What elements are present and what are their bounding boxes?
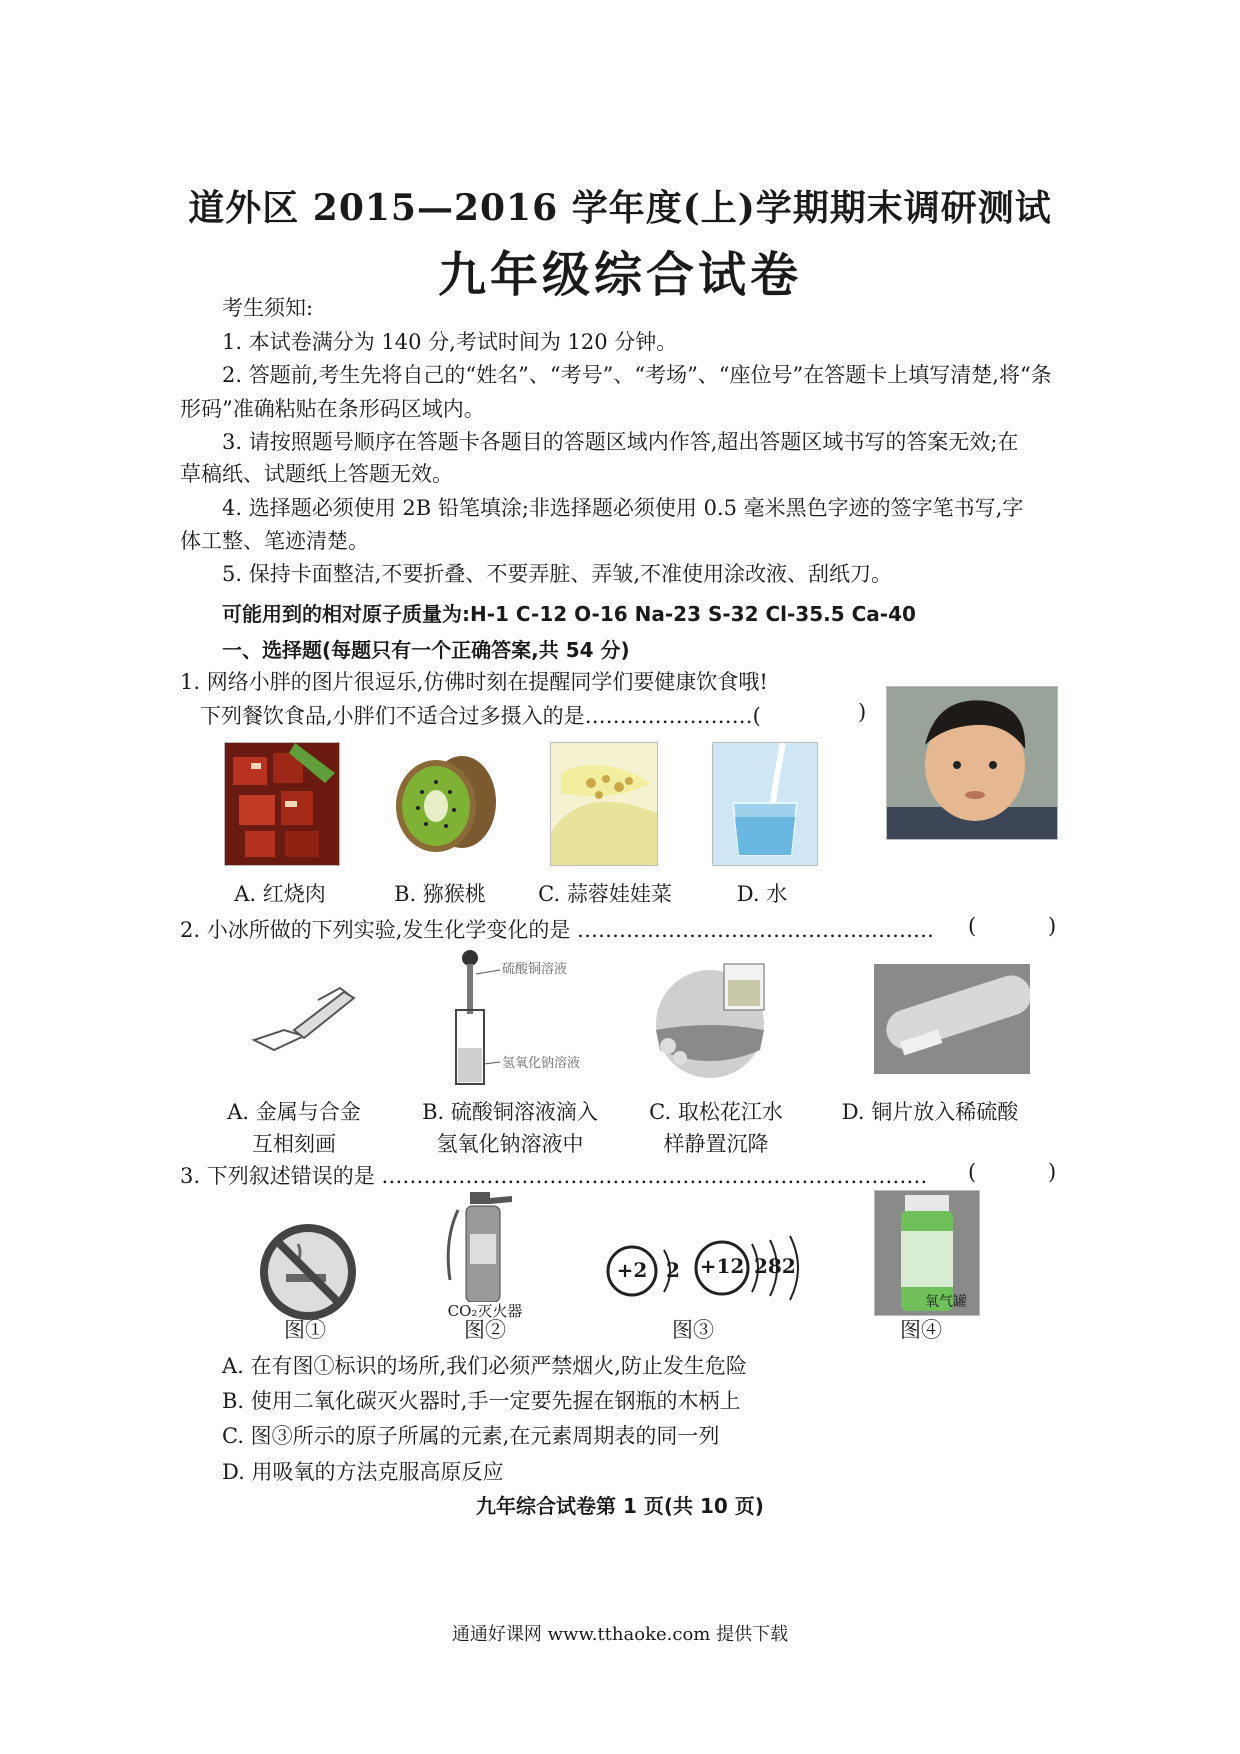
watermark: 通通好课网 www.tthaoke.com 提供下载 <box>451 1624 789 1645</box>
q3-option-c[interactable]: C. 图③所示的原子所属的元素,在元素周期表的同一列 <box>222 1424 720 1448</box>
notice-item-1: 1. 本试卷满分为 140 分,考试时间为 120 分钟。 <box>222 330 678 354</box>
q2-paren-open: ( <box>968 914 977 938</box>
notice-item-3a: 3. 请按照题号顺序在答题卡各题目的答题区域内作答,超出答题区域书写的答案无效;在 <box>222 430 1019 454</box>
section-heading: 一、选择题(每题只有一个正确答案,共 54 分) <box>222 638 630 662</box>
q3-stem: 3. 下列叙述错误的是 …………………………………………………………………… <box>180 1164 928 1188</box>
no-smoking-icon <box>258 1222 358 1322</box>
q2-option-c-line2: 样静置沉降 <box>663 1132 769 1156</box>
q3-option-b[interactable]: B. 使用二氧化碳灭火器时,手一定要先握在钢瓶的木柄上 <box>222 1389 741 1413</box>
q3-option-d[interactable]: D. 用吸氧的方法克服高原反应 <box>222 1460 504 1484</box>
fig-3-label: 图③ <box>672 1318 714 1342</box>
boy-photo <box>886 686 1058 840</box>
page-footer: 九年综合试卷第 1 页(共 10 页) <box>476 1494 764 1518</box>
atom-diagram-1 <box>604 1236 688 1306</box>
dropper-label-bottom: 氢氧化钠溶液 <box>502 1056 581 1071</box>
fire-extinguisher-image <box>440 1190 530 1320</box>
fig-2-label: 图② <box>464 1318 506 1342</box>
q3-paren-close: ) <box>1048 1160 1057 1184</box>
river-water-image <box>650 960 770 1080</box>
garlic-cabbage-image <box>550 742 658 866</box>
q1-stem: 1. 网络小胖的图片很逗乐,仿佛时刻在提醒同学们要健康饮食哦! <box>180 670 768 694</box>
fig-4-label: 图④ <box>900 1318 942 1342</box>
atom2-nucleus: +12 <box>699 1254 745 1278</box>
q2-option-c-line1[interactable]: C. 取松花江水 <box>649 1100 783 1124</box>
q2-option-b-line1[interactable]: B. 硫酸铜溶液滴入 <box>422 1100 598 1124</box>
kiwi-image <box>392 742 498 862</box>
notice-item-4b: 体工整、笔迹清楚。 <box>180 529 369 553</box>
exam-title: 道外区 2015—2016 学年度(上)学期期末调研测试 <box>188 187 1052 229</box>
fig-1-label: 图① <box>284 1318 326 1342</box>
q3-paren-open: ( <box>968 1160 977 1184</box>
atom1-shells: 2 <box>666 1258 680 1282</box>
q2-option-b-line2: 氢氧化钠溶液中 <box>436 1132 584 1156</box>
q1-option-d[interactable]: D. 水 <box>736 882 788 906</box>
atomic-masses: 可能用到的相对原子质量为:H-1 C-12 O-16 Na-23 S-32 Cl-35.5 Ca-40 <box>222 602 916 626</box>
q1-option-a[interactable]: A. 红烧肉 <box>234 882 326 906</box>
notice-item-3b: 草稿纸、试题纸上答题无效。 <box>180 462 453 486</box>
q3-option-a[interactable]: A. 在有图①标识的场所,我们必须严禁烟火,防止发生危险 <box>222 1354 747 1378</box>
notice-item-2a: 2. 答题前,考生先将自己的“姓名”、“考号”、“考场”、“座位号”在答题卡上填写清楚,将“条 <box>222 363 1052 387</box>
q2-option-a-line2: 互相刻画 <box>252 1132 336 1156</box>
q2-paren-close: ) <box>1048 914 1057 938</box>
q2-stem: 2. 小冰所做的下列实验,发生化学变化的是 …………………………………………… <box>180 918 935 942</box>
atom-diagram-2 <box>694 1230 810 1306</box>
atom2-shells: 282 <box>754 1254 796 1278</box>
notice-item-4a: 4. 选择题必须使用 2B 铅笔填涂;非选择题必须使用 0.5 毫米黑色字迹的签字笔书写,字 <box>222 496 1024 520</box>
extinguisher-label: CO₂灭火器 <box>447 1302 523 1320</box>
oxygen-can-image <box>874 1190 980 1316</box>
q1-stem-2: 下列餐饮食品,小胖们不适合过多摄入的是……………………( <box>200 704 761 728</box>
exam-subtitle: 九年级综合试卷 <box>437 247 802 303</box>
q2-option-a-line1[interactable]: A. 金属与合金 <box>227 1100 361 1124</box>
q2-option-d-line1[interactable]: D. 铜片放入稀硫酸 <box>841 1100 1019 1124</box>
copper-test-tube-image <box>874 964 1030 1074</box>
oxygen-can-label: 氧气罐 <box>925 1294 967 1310</box>
q1-option-b[interactable]: B. 猕猴桃 <box>394 882 486 906</box>
notice-heading: 考生须知: <box>222 296 314 320</box>
q1-option-c[interactable]: C. 蒜蓉娃娃菜 <box>538 882 672 906</box>
braised-pork-image <box>224 742 340 866</box>
q1-paren-close: ) <box>858 700 867 724</box>
dropper-label-top: 硫酸铜溶液 <box>502 962 568 977</box>
dropper-experiment-image <box>440 948 590 1088</box>
metal-scratch-image <box>244 980 364 1060</box>
notice-item-2b: 形码”准确粘贴在条形码区域内。 <box>180 397 485 421</box>
water-glass-image <box>712 742 818 866</box>
atom1-nucleus: +2 <box>616 1258 648 1282</box>
notice-item-5: 5. 保持卡面整洁,不要折叠、不要弄脏、弄皱,不准使用涂改液、刮纸刀。 <box>222 562 893 586</box>
